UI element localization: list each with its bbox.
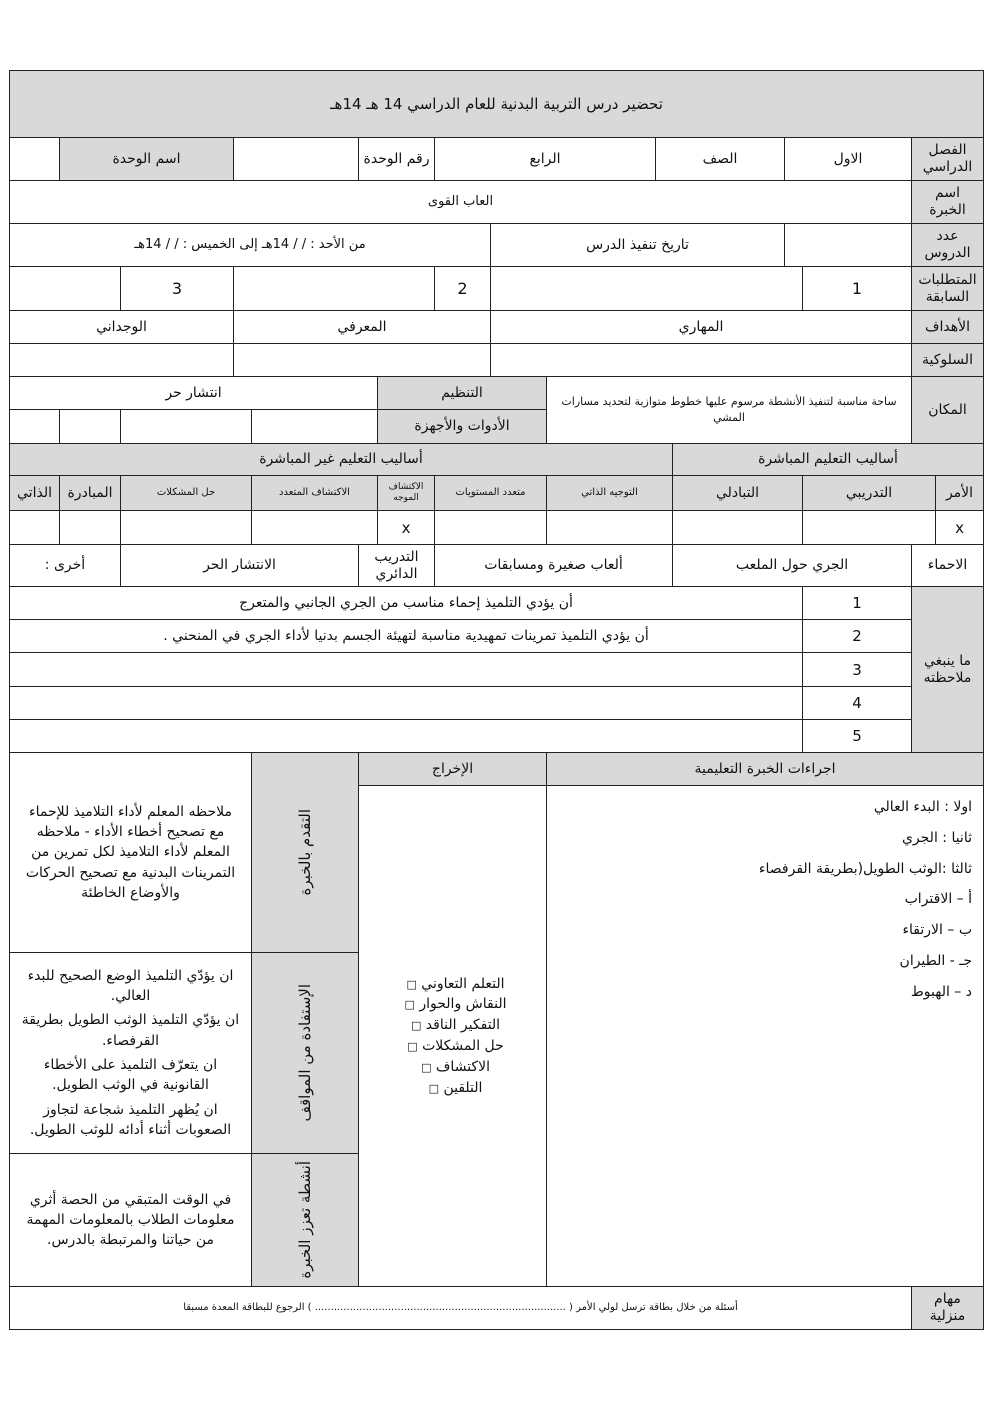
enrich-label-cell — [251, 1153, 359, 1287]
prerequisites-label: المتطلبات السابقة — [911, 266, 984, 311]
experience-value: العاب القوى — [9, 180, 912, 224]
prereq-1-number: 1 — [802, 266, 912, 311]
warmup-free-spread: الانتشار الحر — [120, 544, 359, 587]
output-option[interactable]: التعلم التعاوني □ — [406, 975, 505, 992]
warmup-games: ألعاب صغيرة ومسابقات — [434, 544, 673, 587]
mark-problem-solving[interactable] — [120, 510, 252, 545]
procedure-step: ثالثا :الوثب الطويل(بطريقة القرفصاء — [758, 860, 972, 877]
progress-label-cell — [251, 752, 359, 953]
grade-value: الرابع — [434, 137, 656, 181]
checkbox-icon[interactable]: □ — [406, 977, 417, 991]
goal-skill-value[interactable] — [490, 343, 912, 377]
semester-value: الاول — [784, 137, 912, 181]
method-problem-solving: حل المشكلات — [120, 475, 252, 511]
benefit-label: الإستفادة من المواقف — [296, 984, 314, 1122]
benefit-label-cell — [251, 952, 359, 1154]
note-1-text: أن يؤدي التلميذ إحماء مناسب من الجري الجانبي والمتعرج — [9, 586, 803, 620]
mark-divergent-discovery[interactable] — [251, 510, 378, 545]
note-5-text[interactable] — [9, 719, 803, 753]
mark-initiative[interactable] — [59, 510, 121, 545]
output-options — [358, 785, 547, 1287]
direct-methods-header: أساليب التعليم المباشرة — [672, 443, 984, 476]
note-2-number: 2 — [802, 619, 912, 653]
mark-self[interactable] — [9, 510, 60, 545]
mark-guided-discovery[interactable]: x — [377, 510, 435, 545]
checkbox-icon[interactable]: □ — [421, 1060, 432, 1074]
checkbox-icon[interactable]: □ — [404, 998, 415, 1012]
progress-text: ملاحظه المعلم لأداء التلاميذ للإحماء مع تصحيح أخطاء الأداء - ملاحظه المعلم لأداء التلاميذ لكل تمرين من التمرينات البدنية مع تصحيح الحركات والأوضاع الخاطئة — [9, 752, 252, 953]
output-option[interactable]: حل المشكلات □ — [407, 1038, 504, 1054]
warmup-circuit: التدريب الدائري — [358, 544, 435, 587]
mark-command[interactable]: x — [935, 510, 984, 545]
notes-label: ما ينبغي ملاحظته — [911, 586, 984, 753]
benefit-line: ان يؤدّي التلميذ الوثب الطويل بطريقة القرفصاء. — [21, 1012, 240, 1049]
unit-name-label: اسم الوحدة — [59, 137, 234, 181]
procedure-step: ب – الارتقاء — [902, 922, 972, 939]
goal-skill-header: المهاري — [490, 310, 912, 344]
procedure-step: جـ - الطيران — [899, 952, 972, 969]
warmup-other: أخرى : — [9, 544, 121, 587]
note-4-number: 4 — [802, 686, 912, 720]
method-divergent-discovery: الاكتشاف المتعدد — [251, 475, 378, 511]
tools-value-3[interactable] — [59, 409, 121, 444]
organization-label: التنظيم — [377, 376, 547, 410]
experience-label: اسم الخبرة — [911, 180, 984, 224]
indirect-methods-header: أساليب التعليم غير المباشرة — [9, 443, 673, 476]
note-2-text: أن يؤدي التلميذ تمرينات تمهيدية مناسبة لتهيئة الجسم بدنيا لأداء الجري في المنحني . — [9, 619, 803, 653]
mark-practice[interactable] — [802, 510, 936, 545]
place-label: المكان — [911, 376, 984, 444]
tools-value-4[interactable] — [9, 409, 60, 444]
method-multi-level: متعدد المستويات — [434, 475, 547, 511]
goals-label: الأهداف — [911, 310, 984, 344]
tools-label: الأدوات والأجهزة — [377, 409, 547, 444]
output-option[interactable]: النقاش والحوار □ — [404, 996, 507, 1013]
goal-affective-value[interactable] — [9, 343, 234, 377]
method-reciprocal: التبادلي — [672, 475, 803, 511]
progress-label: التقدم بالخبرة — [296, 809, 314, 896]
prereq-3-number: 3 — [120, 266, 234, 311]
mark-multi-level[interactable] — [434, 510, 547, 545]
warmup-running: الجري حول الملعب — [672, 544, 912, 587]
mark-reciprocal[interactable] — [672, 510, 803, 545]
output-header: الإخراج — [358, 752, 547, 786]
grade-label: الصف — [655, 137, 785, 181]
tools-value-2[interactable] — [120, 409, 252, 444]
procedure-step: أ – الاقتراب — [904, 891, 972, 908]
method-command: الأمر — [935, 475, 984, 511]
lessons-count-label: عدد الدروس — [911, 223, 984, 267]
unit-number-value[interactable] — [233, 137, 359, 181]
unit-name-value[interactable] — [9, 137, 60, 181]
enrich-text: في الوقت المتبقي من الحصة أثري معلومات الطلاب بالمعلومات المهمة من حياتنا والمرتبطة بالدرس. — [9, 1153, 252, 1287]
homework-label: مهام منزلية — [911, 1286, 984, 1330]
method-practice: التدريبي — [802, 475, 936, 511]
note-3-text[interactable] — [9, 652, 803, 687]
tools-value-1[interactable] — [251, 409, 378, 444]
output-option[interactable]: التفكير الناقد □ — [410, 1017, 501, 1034]
procedure-step: ثانيا : الجري — [901, 829, 972, 846]
benefit-line: ان يؤدّي التلميذ الوضع الصحيح للبدء العالي. — [27, 967, 234, 1005]
warmup-label: الاحماء — [911, 544, 984, 587]
output-option[interactable]: الاكتشاف □ — [421, 1058, 490, 1075]
organization-value: انتشار حر — [9, 376, 378, 410]
benefit-text — [9, 952, 252, 1154]
note-5-number: 5 — [802, 719, 912, 753]
note-4-text[interactable] — [9, 686, 803, 720]
lesson-date-value: من الأحد : / / 14هـ إلى الخميس : / / 14هـ — [9, 223, 491, 267]
goal-affective-header: الوجداني — [9, 310, 234, 344]
enrich-label: أنشطة تعزز الخبرة — [296, 1161, 314, 1279]
mark-self-directed[interactable] — [546, 510, 673, 545]
homework-text: أسئلة من خلال بطاقة ترسل لولي الأمر ( ............................................................................... ) الرجوع للبطاقة المعدة مسبقا — [9, 1286, 912, 1330]
procedure-step: اولا : البدء العالي — [873, 799, 972, 815]
checkbox-icon[interactable]: □ — [407, 1040, 418, 1053]
prereq-2-number: 2 — [434, 266, 491, 311]
page-title: تحضير درس التربية البدنية للعام الدراسي 14 هـ 14هـ — [9, 70, 984, 138]
semester-label: الفصل الدراسي — [911, 137, 984, 181]
output-option[interactable]: التلقين □ — [428, 1079, 483, 1096]
goal-cognitive-header: المعرفي — [233, 310, 491, 344]
method-guided-discovery: الاكتشاف الموجه — [377, 475, 435, 511]
lesson-date-label: تاريخ تنفيذ الدرس — [490, 223, 785, 267]
checkbox-icon[interactable]: □ — [428, 1081, 439, 1095]
note-1-number: 1 — [802, 586, 912, 620]
method-self-directed: التوجيه الذاتي — [546, 475, 673, 511]
procedure-step: د – الهبوط — [910, 983, 972, 1000]
lessons-count-value[interactable] — [784, 223, 912, 267]
behavioral-label: السلوكية — [911, 343, 984, 377]
goal-cognitive-value[interactable] — [233, 343, 491, 377]
benefit-line: ان يتعرّف التلميذ على الأخطاء القانونية في الوثب الطويل. — [43, 1057, 218, 1094]
prereq-2-value[interactable] — [233, 266, 435, 311]
prereq-1-value[interactable] — [490, 266, 803, 311]
prereq-3-value[interactable] — [9, 266, 121, 311]
unit-number-label: رقم الوحدة — [358, 137, 435, 181]
method-initiative: المبادرة — [59, 475, 121, 511]
procedures-steps — [546, 785, 984, 1287]
note-3-number: 3 — [802, 652, 912, 687]
place-value: ساحة مناسبة لتنفيذ الأنشطة مرسوم عليها خطوط متوازية لتحديد مسارات المشي — [546, 376, 912, 444]
method-self: الذاتي — [9, 475, 60, 511]
benefit-line: ان يُظهر التلميذ شجاعة لتجاوز الصعوبات أثناء أدائه للوثب الطويل. — [29, 1101, 232, 1138]
procedures-header: اجراءات الخبرة التعليمية — [546, 752, 984, 786]
checkbox-icon[interactable]: □ — [410, 1019, 422, 1033]
